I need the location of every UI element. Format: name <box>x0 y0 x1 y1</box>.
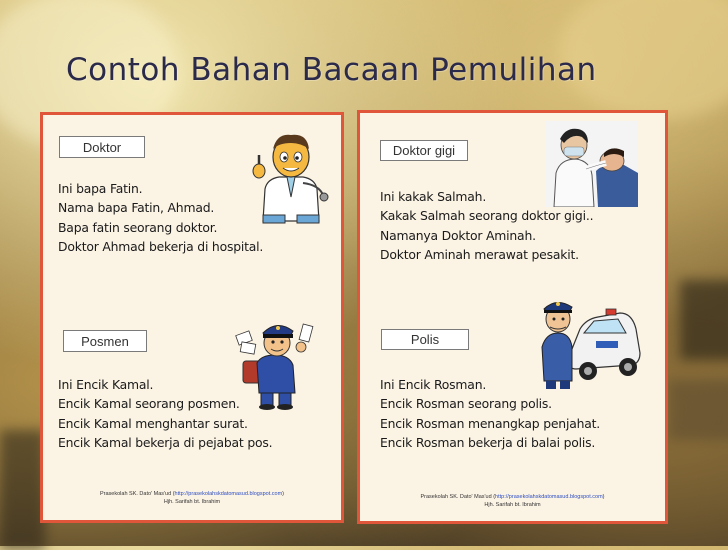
section-label-doktor: Doktor <box>59 136 145 158</box>
footer-link[interactable]: http://prasekolahskdatomasud.blogspot.com <box>495 494 603 500</box>
reading-card-left <box>40 112 344 523</box>
panel-footer <box>360 493 665 509</box>
story-line: Encik Rosman bekerja di balai polis. <box>380 435 596 451</box>
section-label-posmen: Posmen <box>63 330 147 352</box>
background-shadow <box>0 430 45 550</box>
story-line: Bapa fatin seorang doktor. <box>58 219 218 235</box>
background-shadow <box>680 280 728 360</box>
story-line: Doktor Ahmad bekerja di hospital. <box>58 239 264 255</box>
story-line: Doktor Aminah merawat pesakit. <box>380 247 579 263</box>
footer-link[interactable]: http://prasekolahskdatomasud.blogspot.com <box>174 491 283 497</box>
story-line: Ini kakak Salmah. <box>380 189 487 204</box>
section-label-doktor-gigi: Doktor gigi <box>380 140 468 161</box>
footer-school: Prasekolah SK. Dato' Mas'ud ( <box>420 494 496 500</box>
story-line: Encik Kamal bekerja di pejabat pos. <box>58 435 273 451</box>
story-line: Encik Rosman menangkap penjahat. <box>380 415 601 431</box>
background-shadow <box>668 380 728 440</box>
footer-paren: ) <box>602 494 605 500</box>
footer-paren: ) <box>282 491 285 497</box>
story-text-doktor <box>58 179 263 257</box>
story-line: Ini Encik Kamal. <box>58 377 154 392</box>
panel-footer <box>43 490 341 506</box>
story-line: Ini bapa Fatin. <box>58 181 143 196</box>
story-line: Kakak Salmah seorang doktor gigi.. <box>380 208 594 224</box>
story-line: Nama bapa Fatin, Ahmad. <box>58 200 215 216</box>
slide-title: Contoh Bahan Bacaan Pemulihan <box>66 52 597 88</box>
footer-school: Prasekolah SK. Dato' Mas'ud ( <box>99 491 175 497</box>
footer-author: Hjh. Sarifah bt. Ibrahim <box>163 499 221 505</box>
story-text-posmen <box>58 375 272 453</box>
section-label-polis: Polis <box>381 329 469 350</box>
reading-card-right <box>357 110 668 524</box>
story-line: Ini Encik Rosman. <box>380 377 487 392</box>
story-line: Namanya Doktor Aminah. <box>380 227 536 243</box>
story-text-doktor-gigi <box>380 187 593 265</box>
story-line: Encik Kamal menghantar surat. <box>58 415 248 431</box>
story-text-polis <box>380 375 600 453</box>
story-line: Encik Kamal seorang posmen. <box>58 396 240 412</box>
footer-author: Hjh. Sarifah bt. Ibrahim <box>484 502 541 508</box>
story-line: Encik Rosman seorang polis. <box>380 396 552 412</box>
